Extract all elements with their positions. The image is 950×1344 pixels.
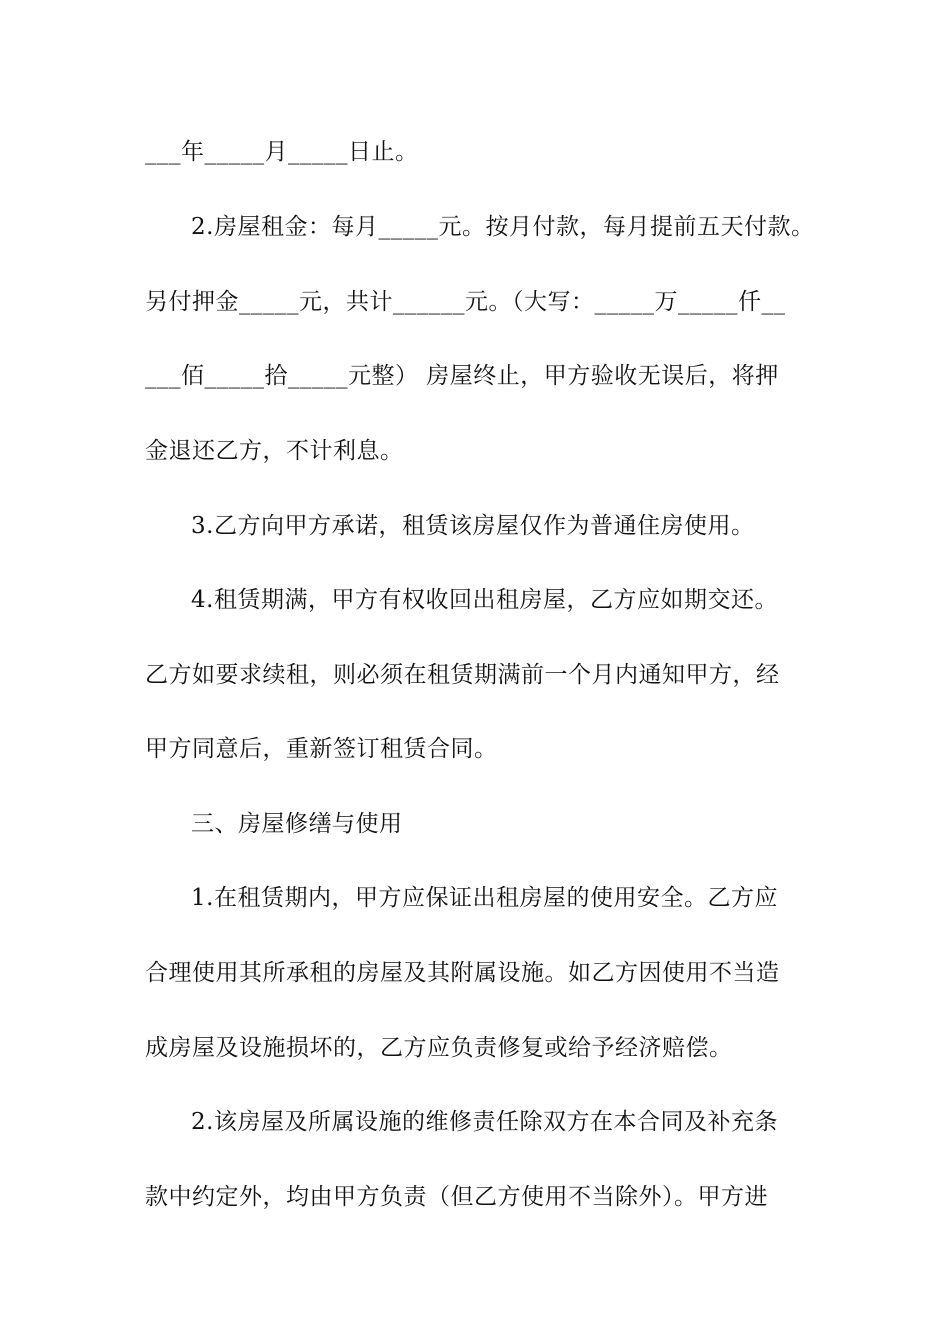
section-heading: 三、房屋修缮与使用	[191, 811, 403, 837]
text-line-3: 另付押金_____元，共计______元。（大写：_____万_____仟__	[145, 289, 786, 315]
text-line-14: 2.该房屋及所属设施的维修责任除双方在本合同及补充条	[191, 1109, 778, 1135]
text-line-5: 金退还乙方，不计利息。	[145, 438, 404, 464]
text-line-12: 合理使用其所承租的房屋及其附属设施。如乙方因使用不当造	[145, 960, 780, 986]
text-line-6: 3.乙方向甲方承诺，租赁该房屋仅作为普通住房使用。	[191, 513, 755, 539]
text-line-13: 成房屋及设施损坏的，乙方应负责修复或给予经济赔偿。	[145, 1035, 733, 1061]
text-line-7: 4.租赁期满，甲方有权收回出租房屋，乙方应如期交还。	[191, 587, 778, 613]
text-line-2: 2.房屋租金：每月_____元。按月付款，每月提前五天付款。	[191, 214, 815, 240]
text-line-8: 乙方如要求续租，则必须在租赁期满前一个月内通知甲方，经	[145, 662, 780, 688]
text-line-4: ___佰_____拾_____元整） 房屋终止，甲方验收无误后，将押	[145, 363, 779, 389]
text-line-1: ___年_____月_____日止。	[145, 139, 419, 165]
text-line-9: 甲方同意后，重新签订租赁合同。	[145, 736, 498, 762]
text-line-11: 1.在租赁期内，甲方应保证出租房屋的使用安全。乙方应	[191, 885, 778, 911]
text-line-15: 款中约定外，均由甲方负责（但乙方使用不当除外）。甲方进	[145, 1184, 768, 1210]
